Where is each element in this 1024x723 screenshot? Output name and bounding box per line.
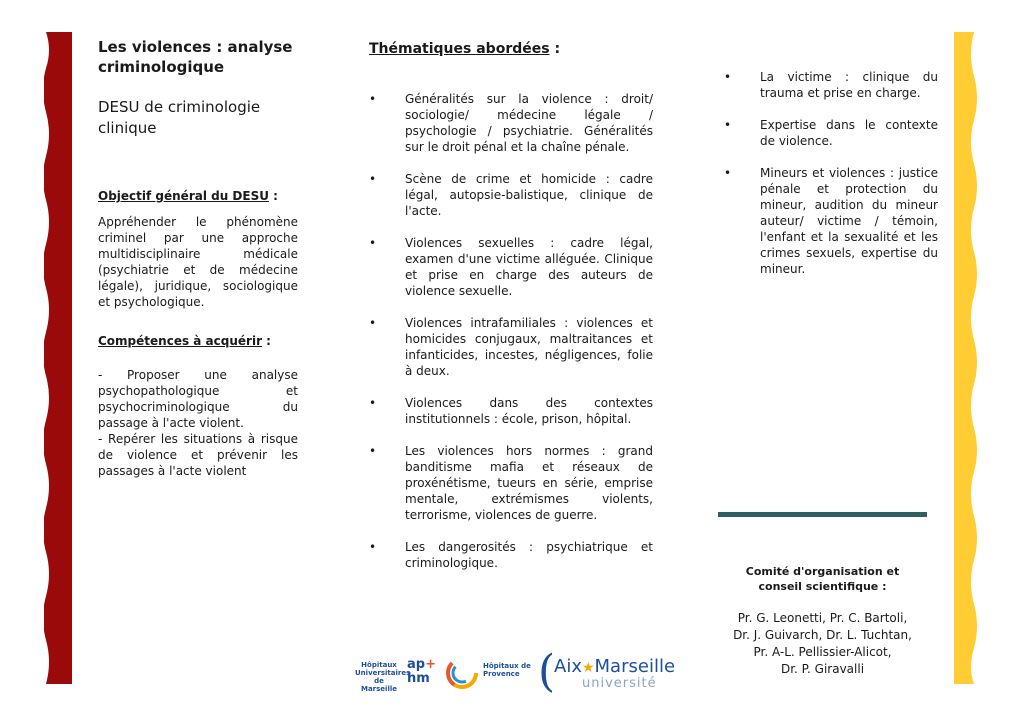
committee-block xyxy=(718,564,927,678)
committee-name-line: Dr. P. Giravalli xyxy=(780,662,865,676)
skill-item: - Repérer les situations à risque de violence et prévenir les passages à l'acte violent xyxy=(98,432,298,478)
bullet-icon: • xyxy=(369,92,377,106)
themes-list-continued xyxy=(724,69,938,277)
skills-heading xyxy=(98,330,298,349)
theme-item xyxy=(369,91,653,155)
skills-title: Compétences à acquérir xyxy=(98,334,262,348)
theme-text: Les dangerosités : psychiatrique et criminologique. xyxy=(405,540,653,570)
bullet-icon: • xyxy=(369,316,377,330)
committee-title-line: conseil scientifique : xyxy=(758,580,887,593)
program-subtitle: DESU de criminologie clinique xyxy=(98,98,261,137)
hp-swirl-icon xyxy=(445,656,479,690)
amu-name-marseille: Marseille xyxy=(594,656,676,677)
bullet-icon: • xyxy=(369,236,377,250)
committee-name-line: Dr. J. Guivarch, Dr. L. Tuchtan, xyxy=(733,628,912,642)
right-decorative-band xyxy=(950,32,980,684)
objective-title: Objectif général du DESU xyxy=(98,189,269,203)
theme-item xyxy=(369,171,653,219)
objective-heading xyxy=(98,185,298,204)
committee-name-line: Pr. G. Leonetti, Pr. C. Bartoli, xyxy=(737,611,908,625)
theme-text: Expertise dans le contexte de violence. xyxy=(760,118,938,148)
theme-item xyxy=(369,443,653,523)
middle-column xyxy=(369,38,653,587)
amu-paren-icon: ( xyxy=(538,646,556,697)
bullet-icon: • xyxy=(369,396,377,410)
themes-colon: : xyxy=(549,41,561,57)
amu-subtitle: université xyxy=(582,676,657,691)
theme-text: Violences sexuelles : cadre légal, examen d'une victime alléguée. Clinique et prise en charge des auteurs de violence sexuelle. xyxy=(405,236,653,298)
themes-list xyxy=(369,91,653,571)
committee-name-line: Pr. A-L. Pellissier-Alicot, xyxy=(753,645,892,659)
theme-text: Scène de crime et homicide : cadre légal, autopsie-balistique, clinique de l'acte. xyxy=(405,172,653,218)
skills-section xyxy=(98,330,298,479)
theme-text: Violences dans des contextes institutionnels : école, prison, hôpital. xyxy=(405,396,653,426)
bullet-icon: • xyxy=(369,444,377,458)
aphm-plus: + xyxy=(425,657,436,672)
aphm-top: ap xyxy=(407,657,426,672)
hum-logo: Hôpitaux Universitaires de Marseille xyxy=(355,661,411,693)
theme-text: Généralités sur la violence : droit/ sociologie/ médecine légale / psychologie / psychiatrie. Généralités sur le droit pénal et la chaîne pénale. xyxy=(405,92,653,154)
committee-names xyxy=(718,610,927,678)
theme-item xyxy=(369,315,653,379)
objective-text: Appréhender le phénomène criminel par une approche multidisciplinaire médicale (psychiatrie et de médecine légale), juridique, sociologique et psychologique. xyxy=(98,215,298,309)
skill-item: - Proposer une analyse psychopathologique et psychocriminologique du passage à l'acte violent. xyxy=(98,368,298,430)
amu-star-icon: ★ xyxy=(581,660,595,676)
themes-heading xyxy=(369,38,653,57)
aphm-logo xyxy=(407,658,436,686)
objective-section xyxy=(98,185,298,310)
theme-item xyxy=(724,165,938,277)
right-column xyxy=(724,69,938,293)
bullet-icon: • xyxy=(369,172,377,186)
committee-title xyxy=(718,564,927,594)
right-band-shape xyxy=(954,32,977,684)
left-decorative-band xyxy=(44,32,74,684)
left-band-shape xyxy=(44,32,72,684)
theme-text: Violences intrafamiliales : violences et homicides conjugaux, maltraitances et infanticides, incestes, négligences, folie à deux. xyxy=(405,316,653,378)
skills-colon: : xyxy=(261,334,271,348)
theme-item xyxy=(369,539,653,571)
theme-item xyxy=(724,69,938,101)
bullet-icon: • xyxy=(724,70,732,84)
bullet-icon: • xyxy=(369,540,377,554)
theme-item xyxy=(724,117,938,149)
aphm-bottom: hm xyxy=(407,671,430,686)
hp-logo-text: Hôpitaux de Provence xyxy=(483,662,531,678)
themes-title: Thématiques abordées xyxy=(369,41,550,57)
theme-item xyxy=(369,235,653,299)
bullet-icon: • xyxy=(724,118,732,132)
objective-colon: : xyxy=(268,189,278,203)
theme-text: Mineurs et violences : justice pénale et protection du mineur, audition du mineur auteur/ victime / témoin, l'enfant et la sexualité et les crimes sexuels, expertise du mineur. xyxy=(760,166,938,276)
section-divider xyxy=(718,512,927,517)
theme-text: Les violences hors normes : grand banditisme mafia et réseaux de proxénétisme, tueurs en série, emprise mentale, extrémismes violents, terrorisme, violences de guerre. xyxy=(405,444,653,522)
theme-item xyxy=(369,395,653,427)
left-column xyxy=(98,37,298,479)
brochure-title: Les violences : analyse criminologique xyxy=(98,38,293,76)
committee-title-line: Comité d'organisation et xyxy=(745,565,900,578)
bullet-icon: • xyxy=(724,166,732,180)
theme-text: La victime : clinique du trauma et prise en charge. xyxy=(760,70,938,100)
amu-name xyxy=(554,656,675,677)
amu-name-aix: Aix xyxy=(554,656,582,677)
